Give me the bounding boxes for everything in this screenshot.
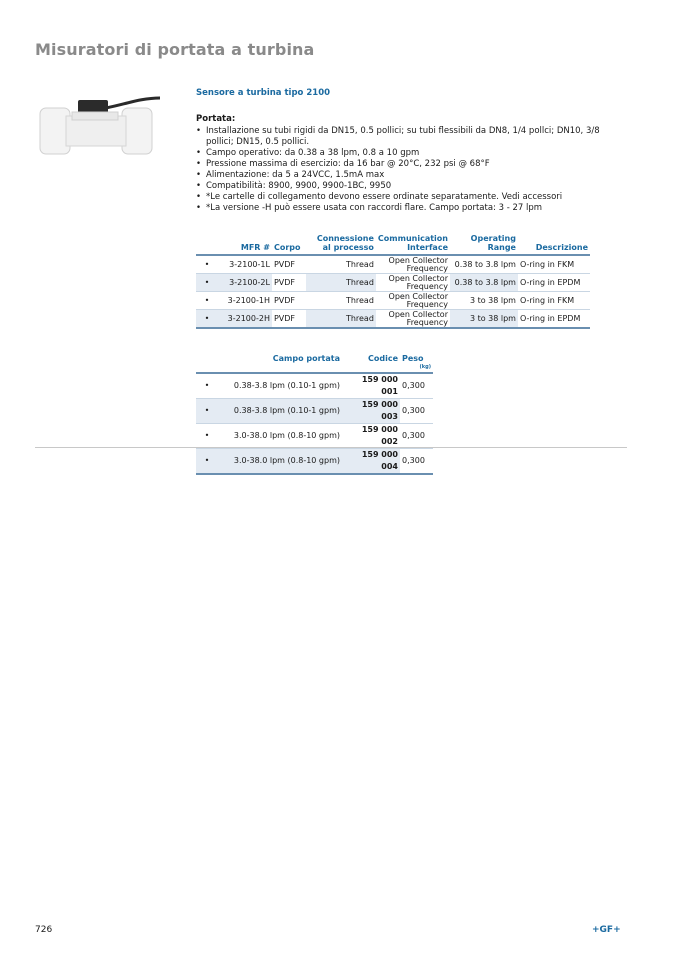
table-row [196, 449, 433, 475]
table-row [196, 399, 433, 424]
table-header-row [196, 354, 433, 364]
table-row [196, 255, 590, 274]
row-marker: • [196, 449, 218, 475]
cell-codice: 159 000 001 [342, 373, 400, 399]
header-codice: Codice [367, 354, 398, 363]
spec-item: • Installazione su tubi rigidi da DN15, 0.5 pollici; su tubi flessibili da DN8, 1/4 pollci; DN10, 3/8 pollici; DN15, 0.5 pollici. [196, 126, 600, 147]
spec-item: • Compatibilità: 8900, 9900, 9900-1BC, 9950 [196, 181, 392, 191]
header-connessione: Connessione al processo [306, 234, 376, 255]
cell-interface: Open Collector Frequency [376, 255, 450, 274]
section-title: Portata: [196, 114, 236, 124]
order-table [196, 354, 433, 475]
cell-connessione: Thread [306, 292, 376, 310]
section-divider [35, 447, 627, 448]
cell-range: 3 to 38 lpm [450, 292, 518, 310]
table-row [196, 310, 590, 329]
table-row [196, 274, 590, 292]
cell-corpo: PVDF [272, 292, 306, 310]
header-peso-unit: (kg) [400, 364, 433, 373]
cell-descrizione: O-ring in FKM [518, 255, 590, 274]
spec-item: • Pressione massima di esercizio: da 16 bar @ 20°C, 232 psi @ 68°F [196, 159, 490, 169]
spec-list [196, 126, 616, 214]
product-subtitle: Sensore a turbina tipo 2100 [196, 88, 331, 98]
cell-range: 0.38 to 3.8 lpm [450, 274, 518, 292]
cell-range: 3 to 38 lpm [450, 310, 518, 329]
cell-corpo: PVDF [272, 255, 306, 274]
cell-interface: Open Collector Frequency [376, 310, 450, 329]
cell-peso: 0,300 [400, 399, 433, 424]
cell-corpo: PVDF [272, 274, 306, 292]
cell-interface: Open Collector Frequency [376, 292, 450, 310]
cell-descrizione: O-ring in FKM [518, 292, 590, 310]
header-interface: Communication Interface [376, 234, 450, 255]
cell-peso: 0,300 [400, 373, 433, 399]
cell-connessione: Thread [306, 274, 376, 292]
row-marker: • [196, 373, 218, 399]
table-row [196, 424, 433, 449]
cell-codice: 159 000 003 [342, 399, 400, 424]
cell-codice: 159 000 004 [342, 449, 400, 475]
row-marker: • [196, 292, 218, 310]
cell-connessione: Thread [306, 255, 376, 274]
header-blank [196, 354, 218, 364]
product-description [196, 88, 616, 214]
cell-mfr: 3-2100-2H [218, 310, 272, 329]
spec-item: • *Le cartelle di collegamento devono essere ordinate separatamente. Vedi accessori [196, 192, 563, 202]
header-campo: Campo portata [272, 354, 340, 363]
row-marker: • [196, 255, 218, 274]
header-mfr: MFR # [218, 234, 272, 255]
cell-range: 0.38 to 3.8 lpm [450, 255, 518, 274]
row-marker: • [196, 274, 218, 292]
cell-campo: 3.0-38.0 lpm (0.8-10 gpm) [218, 424, 342, 449]
cell-corpo: PVDF [272, 310, 306, 329]
table-unit-row [196, 364, 433, 373]
header-corpo: Corpo [272, 234, 306, 255]
cell-campo: 3.0-38.0 lpm (0.8-10 gpm) [218, 449, 342, 475]
header-range: Operating Range [450, 234, 518, 255]
cell-mfr: 3-2100-1H [218, 292, 272, 310]
model-table [196, 234, 590, 329]
cell-campo: 0.38-3.8 lpm (0.10-1 gpm) [218, 373, 342, 399]
table-header-row [196, 234, 590, 255]
row-marker: • [196, 424, 218, 449]
table-row [196, 373, 433, 399]
brand-logo: +GF+ [592, 925, 621, 935]
cell-peso: 0,300 [400, 449, 433, 475]
spec-item: • Alimentazione: da 5 a 24VCC, 1.5mA max [196, 170, 385, 180]
row-marker: • [196, 310, 218, 329]
row-marker: • [196, 399, 218, 424]
table-row [196, 292, 590, 310]
cell-codice: 159 000 002 [342, 424, 400, 449]
cell-descrizione: O-ring in EPDM [518, 274, 590, 292]
page-number: 726 [35, 925, 53, 935]
spec-item: • Campo operativo: da 0.38 a 38 lpm, 0.8 a 10 gpm [196, 148, 420, 158]
page-title: Misuratori di portata a turbina [35, 40, 315, 59]
cell-connessione: Thread [306, 310, 376, 329]
cell-mfr: 3-2100-1L [218, 255, 272, 274]
spec-item: • *La versione -H può essere usata con raccordi flare. Campo portata: 3 - 27 lpm [196, 203, 543, 213]
header-peso: Peso [402, 354, 424, 363]
cell-mfr: 3-2100-2L [218, 274, 272, 292]
cell-peso: 0,300 [400, 424, 433, 449]
cell-campo: 0.38-3.8 lpm (0.10-1 gpm) [218, 399, 342, 424]
turbine-sensor-image [36, 86, 160, 168]
header-blank [196, 234, 218, 255]
header-descrizione: Descrizione [518, 234, 590, 255]
cell-descrizione: O-ring in EPDM [518, 310, 590, 329]
cell-interface: Open Collector Frequency [376, 274, 450, 292]
